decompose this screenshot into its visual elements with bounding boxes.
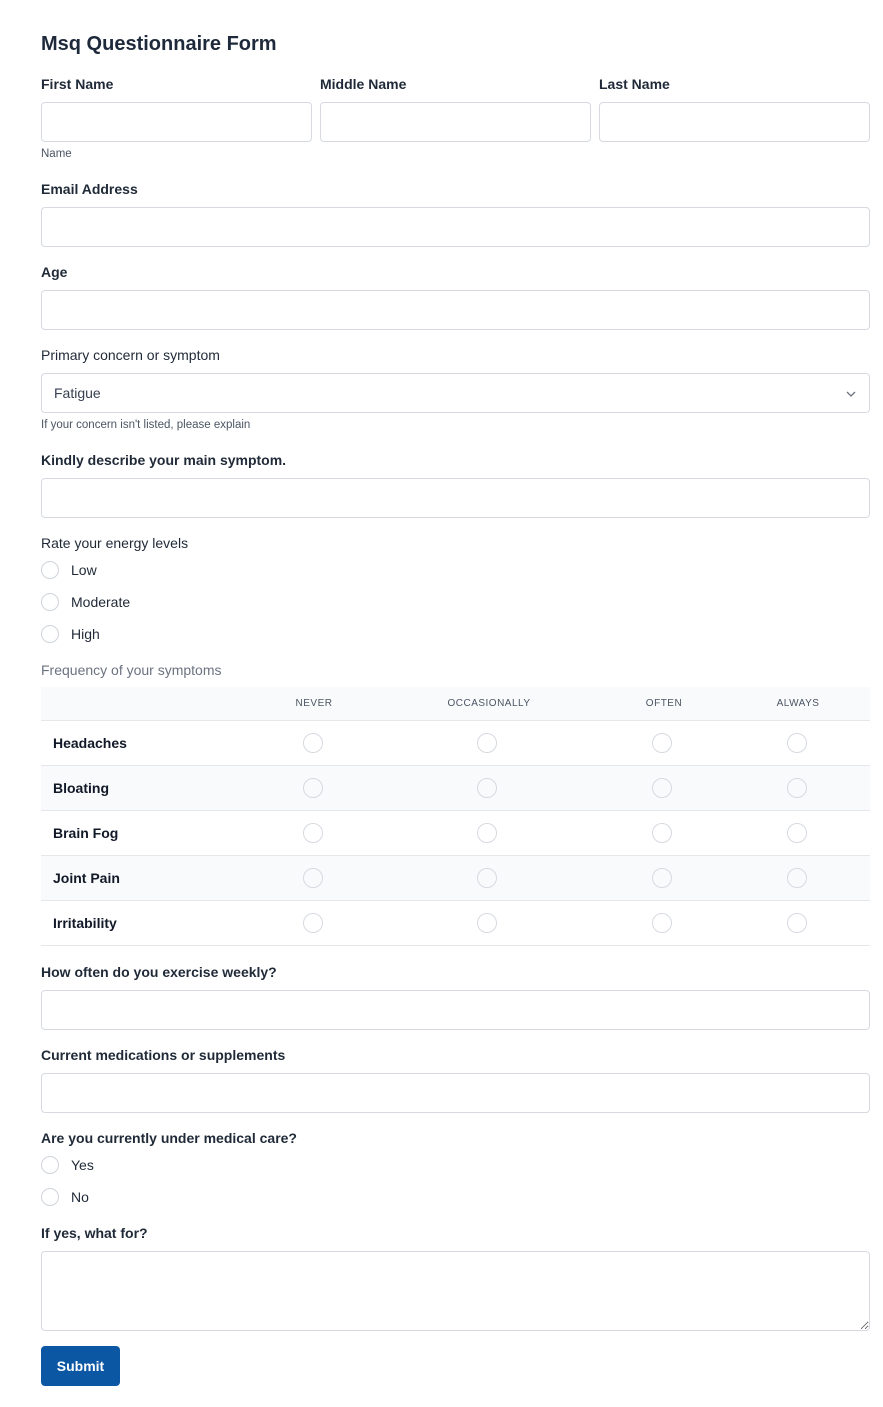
medical-care-label: Are you currently under medical care? [41, 1130, 297, 1146]
matrix-header [41, 687, 870, 721]
matrix-row-bloating [41, 766, 870, 811]
energy-option-moderate[interactable] [41, 593, 130, 611]
form-title: Msq Questionnaire Form [41, 33, 277, 55]
medical-care-option-yes[interactable] [41, 1156, 94, 1174]
last-name-label: Last Name [599, 76, 670, 92]
if-yes-textarea[interactable] [41, 1251, 870, 1331]
middle-name-label: Middle Name [320, 76, 407, 92]
email-label: Email Address [41, 181, 138, 197]
age-label: Age [41, 264, 68, 280]
exercise-input[interactable] [41, 990, 870, 1030]
medications-label: Current medications or supplements [41, 1047, 286, 1063]
column-header-never: NEVER [295, 698, 333, 709]
matrix-radio[interactable] [477, 913, 497, 933]
age-input[interactable] [41, 290, 870, 330]
matrix-radio[interactable] [303, 868, 323, 888]
frequency-matrix [41, 687, 870, 946]
column-header-often: OFTEN [645, 698, 683, 709]
matrix-radio[interactable] [477, 823, 497, 843]
radio-circle[interactable] [41, 1156, 59, 1174]
column-header-always: ALWAYS [776, 698, 820, 709]
radio-circle[interactable] [41, 593, 59, 611]
describe-input[interactable] [41, 478, 870, 518]
matrix-radio[interactable] [787, 733, 807, 753]
matrix-radio[interactable] [652, 868, 672, 888]
matrix-row-label: Brain Fog [53, 825, 119, 841]
radio-circle[interactable] [41, 625, 59, 643]
matrix-radio[interactable] [477, 778, 497, 798]
concern-select[interactable] [41, 373, 870, 413]
matrix-row-label: Joint Pain [53, 870, 120, 886]
matrix-radio[interactable] [477, 733, 497, 753]
concern-selected-value: Fatigue [54, 385, 101, 401]
matrix-radio[interactable] [303, 913, 323, 933]
matrix-radio[interactable] [787, 823, 807, 843]
matrix-radio[interactable] [303, 733, 323, 753]
matrix-radio[interactable] [477, 868, 497, 888]
frequency-label: Frequency of your symptoms [41, 662, 222, 678]
medical-care-option-no[interactable] [41, 1188, 89, 1206]
matrix-radio[interactable] [652, 913, 672, 933]
matrix-radio[interactable] [303, 778, 323, 798]
matrix-row-label: Bloating [53, 780, 109, 796]
email-input[interactable] [41, 207, 870, 247]
matrix-radio[interactable] [787, 778, 807, 798]
radio-circle[interactable] [41, 1188, 59, 1206]
medical-care-option-label: No [71, 1189, 89, 1205]
matrix-row-headaches [41, 721, 870, 766]
last-name-input[interactable] [599, 102, 870, 142]
matrix-radio[interactable] [787, 868, 807, 888]
chevron-down-icon [845, 387, 857, 399]
energy-option-label: Moderate [71, 594, 131, 610]
matrix-radio[interactable] [652, 778, 672, 798]
radio-circle[interactable] [41, 561, 59, 579]
concern-label: Primary concern or symptom [41, 347, 220, 363]
name-sublabel: Name [41, 148, 72, 160]
submit-button[interactable]: Submit [41, 1346, 120, 1386]
matrix-row-joint-pain [41, 856, 870, 901]
exercise-label: How often do you exercise weekly? [41, 964, 277, 980]
if-yes-label: If yes, what for? [41, 1225, 148, 1241]
matrix-row-label: Headaches [53, 735, 127, 751]
energy-option-label: Low [71, 562, 97, 578]
energy-label: Rate your energy levels [41, 535, 189, 551]
concern-hint: If your concern isn't listed, please explain [41, 419, 251, 431]
energy-option-high[interactable] [41, 625, 100, 643]
describe-label: Kindly describe your main symptom. [41, 452, 287, 468]
energy-option-low[interactable] [41, 561, 97, 579]
energy-option-label: High [71, 626, 100, 642]
medical-care-option-label: Yes [71, 1157, 94, 1173]
middle-name-input[interactable] [320, 102, 591, 142]
matrix-row-label: Irritability [53, 915, 117, 931]
matrix-radio[interactable] [652, 733, 672, 753]
matrix-row-brain-fog [41, 811, 870, 856]
matrix-radio[interactable] [787, 913, 807, 933]
matrix-radio[interactable] [652, 823, 672, 843]
first-name-input[interactable] [41, 102, 312, 142]
first-name-label: First Name [41, 76, 114, 92]
column-header-occasionally: OCCASIONALLY [447, 698, 531, 709]
medications-input[interactable] [41, 1073, 870, 1113]
matrix-row-irritability [41, 901, 870, 946]
matrix-radio[interactable] [303, 823, 323, 843]
